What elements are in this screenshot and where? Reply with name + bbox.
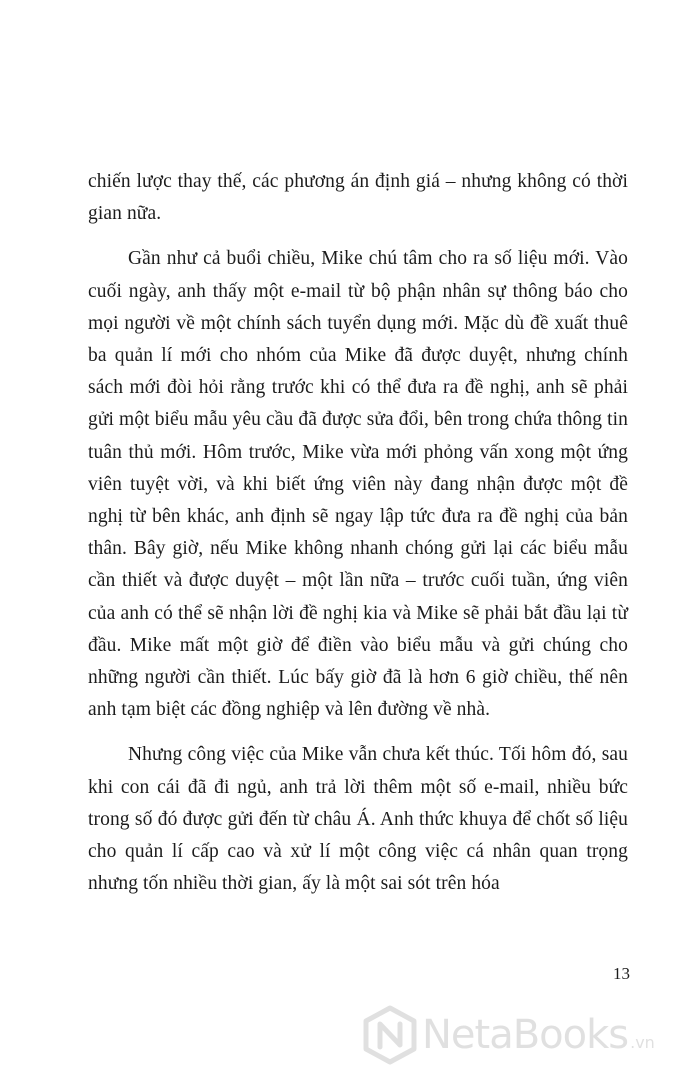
paragraph-1: chiến lược thay thế, các phương án định giá – nhưng không có thời gian nữa. xyxy=(88,171,628,225)
watermark-text: NetaBooks xyxy=(422,1012,629,1058)
paragraph-3: Nhưng công việc của Mike vẫn chưa kết thúc. Tối hôm đó, sau khi con cái đã đi ngủ, anh trả lời thêm một số e-mail, nhiều bức trong số đó được gửi đến từ châu Á. Anh thức khuya để chốt số liệu cho quản lí cấp cao và xử lí một công việc cá nhân quan trọng nhưng tốn nhiều thời gian, ấy là một sai sót trên hóa xyxy=(88,744,628,895)
watermark-suffix: .vn xyxy=(630,1033,655,1052)
body-text xyxy=(88,166,628,900)
watermark xyxy=(362,1004,694,1066)
netabooks-logo-icon xyxy=(362,1005,418,1065)
paragraph-2: Gần như cả buổi chiều, Mike chú tâm cho ra số liệu mới. Vào cuối ngày, anh thấy một e-mail từ bộ phận nhân sự thông báo cho mọi người về một chính sách tuyển dụng mới. Mặc dù đề xuất thuê ba quản lí mới cho nhóm của Mike đã được duyệt, nhưng chính sách mới đòi hỏi rằng trước khi có thể đưa ra đề nghị, anh sẽ phải gửi một biểu mẫu yêu cầu đã được sửa đổi, bên trong chứa thông tin tuân thủ mới. Hôm trước, Mike vừa mới phỏng vấn xong một ứng viên tuyệt vời, và khi biết ứng viên này đang nhận được một đề nghị từ bên khác, anh định sẽ ngay lập tức đưa ra đề nghị của bản thân. Bây giờ, nếu Mike không nhanh chóng gửi lại các biểu mẫu cần thiết và được duyệt – một lần nữa – trước cuối tuần, ứng viên của anh có thể sẽ nhận lời đề nghị kia và Mike sẽ phải bắt đầu lại từ đầu. Mike mất một giờ để điền vào biểu mẫu và gửi chúng cho những người cần thiết. Lúc bấy giờ đã là hơn 6 giờ chiều, thế nên anh tạm biệt các đồng nghiệp và lên đường về nhà. xyxy=(88,248,628,721)
page-number: 13 xyxy=(613,964,630,983)
